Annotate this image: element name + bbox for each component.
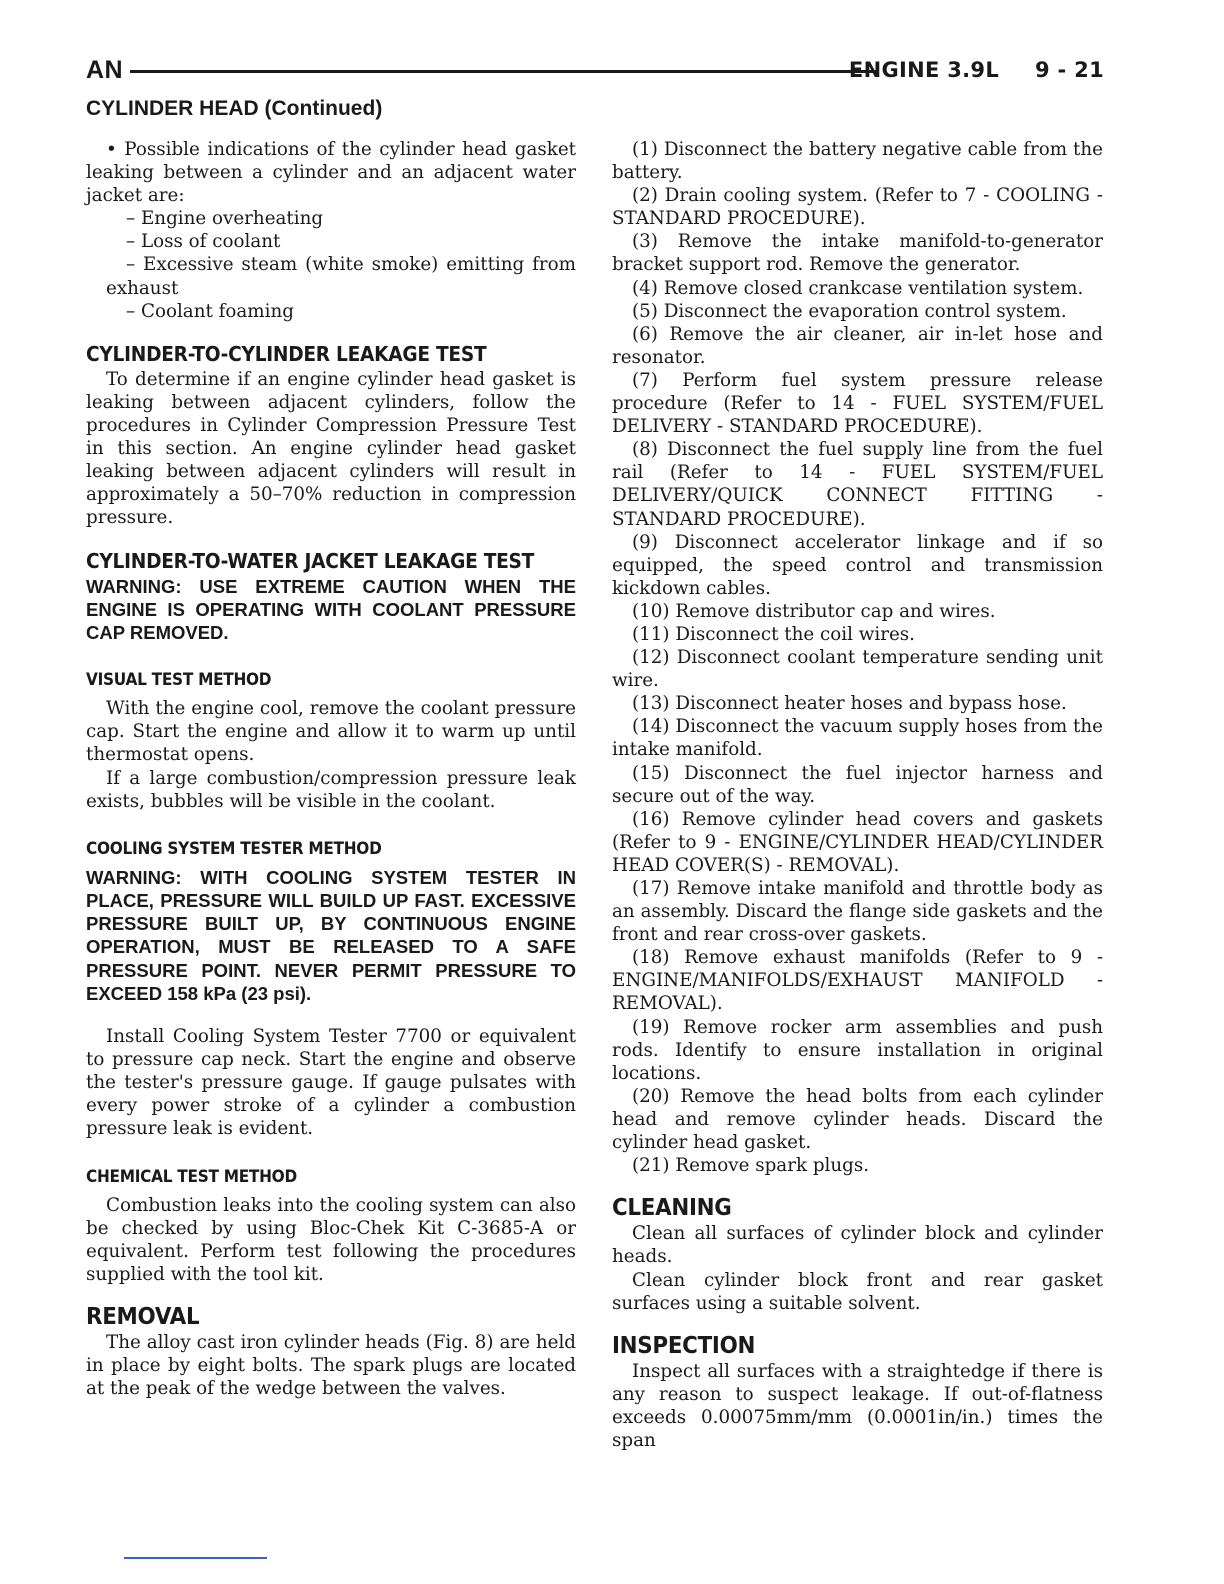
list-item: – Engine overheating bbox=[126, 208, 324, 230]
cooling-tester-body: Install Cooling System Tester 7700 or equivalent to pressure cap neck. Start the engine and observe the tester's pressure gauge. If gauge pulsates with every power stroke of a cylinder a combustion pressure leak is evident. bbox=[86, 1026, 576, 1140]
inspection-body: Inspect all surfaces with a straightedge if there is any reason to suspect leakage. If out-of-flatness exceeds 0.00075mm/mm (0.0001in/in.) times the span bbox=[612, 1360, 1103, 1452]
step-item: (20) Remove the head bolts from each cylinder head and remove cylinder heads. Discard the cylinder head gasket. bbox=[612, 1085, 1103, 1154]
step-item: (14) Disconnect the vacuum supply hoses from the intake manifold. bbox=[612, 716, 1103, 761]
left-column bbox=[86, 138, 576, 1400]
step-item: (17) Remove intake manifold and throttle body as an assembly. Discard the flange side gaskets and the front and rear cross-over gaskets. bbox=[612, 878, 1103, 946]
step-item: (5) Disconnect the evaporation control system. bbox=[632, 300, 1067, 322]
header-model-code: AN bbox=[86, 56, 124, 84]
right-column bbox=[612, 138, 1103, 1452]
chemical-test-body: Combustion leaks into the cooling system can also be checked by using Bloc-Chek Kit C-3685-A or equivalent. Perform test following the procedures supplied with the tool kit. bbox=[86, 1194, 576, 1285]
coolant-cap-warning: WARNING: USE EXTREME CAUTION WHEN THE ENGINE IS OPERATING WITH COOLANT PRESSURE CAP REMOVED. bbox=[86, 575, 576, 643]
step-item: (21) Remove spark plugs. bbox=[632, 1155, 870, 1177]
cyl-to-cyl-heading: CYLINDER-TO-CYLINDER LEAKAGE TEST bbox=[86, 341, 487, 366]
cleaning-heading: CLEANING bbox=[612, 1195, 732, 1222]
step-item: (10) Remove distributor cap and wires. bbox=[632, 600, 996, 622]
symptom-list bbox=[86, 207, 576, 322]
visual-test-heading: VISUAL TEST METHOD bbox=[86, 670, 272, 690]
step-item: (16) Remove cylinder head covers and gaskets (Refer to 9 - ENGINE/CYLINDER HEAD/CYLINDER HEAD COVER(S) - REMOVAL). bbox=[612, 808, 1103, 876]
cyl-to-water-heading: CYLINDER-TO-WATER JACKET LEAKAGE TEST bbox=[86, 548, 535, 573]
step-item: (11) Disconnect the coil wires. bbox=[632, 623, 915, 645]
visual-test-p2: If a large combustion/compression pressure leak exists, bubbles will be visible in the coolant. bbox=[86, 767, 576, 812]
section-continued-title: CYLINDER HEAD (Continued) bbox=[86, 97, 383, 120]
cleaning-p2: Clean cylinder block front and rear gasket surfaces using a suitable solvent. bbox=[612, 1269, 1103, 1314]
inspection-heading: INSPECTION bbox=[612, 1332, 756, 1359]
list-item: – Excessive steam (white smoke) emitting from exhaust bbox=[106, 254, 576, 299]
removal-steps bbox=[612, 138, 1103, 1177]
intro-bullet: • Possible indications of the cylinder head gasket leaking between a cylinder and an adjacent water jacket are: bbox=[86, 139, 576, 207]
step-item: (15) Disconnect the fuel injector harness and secure out of the way. bbox=[612, 762, 1103, 807]
footer-rule bbox=[124, 1557, 267, 1559]
running-header bbox=[849, 58, 1104, 82]
step-item: (7) Perform fuel system pressure release procedure (Refer to 14 - FUEL SYSTEM/FUEL DELIVERY - STANDARD PROCEDURE). bbox=[612, 369, 1103, 438]
page-number: 9 - 21 bbox=[1035, 58, 1104, 82]
step-item: (2) Drain cooling system. (Refer to 7 - COOLING - STANDARD PROCEDURE). bbox=[612, 185, 1103, 230]
list-item: – Coolant foaming bbox=[126, 300, 294, 322]
header-rule bbox=[130, 70, 878, 73]
step-item: (8) Disconnect the fuel supply line from the fuel rail (Refer to 14 - FUEL SYSTEM/FUEL DELIVERY/QUICK CONNECT FITTING - STANDARD PROCEDURE). bbox=[612, 439, 1103, 530]
step-item: (9) Disconnect accelerator linkage and if so equipped, the speed control and transmission kickdown cables. bbox=[612, 531, 1103, 599]
cooling-tester-heading: COOLING SYSTEM TESTER METHOD bbox=[86, 838, 382, 858]
header-title: ENGINE 3.9L bbox=[848, 58, 1000, 82]
list-item: – Loss of coolant bbox=[126, 231, 281, 253]
cleaning-p1: Clean all surfaces of cylinder block and cylinder heads. bbox=[612, 1223, 1103, 1268]
removal-body: The alloy cast iron cylinder heads (Fig. 8) are held in place by eight bolts. The spark plugs are located at the peak of the wedge between the valves. bbox=[86, 1332, 576, 1400]
step-item: (6) Remove the air cleaner, air in-let hose and resonator. bbox=[612, 323, 1103, 368]
removal-heading: REMOVAL bbox=[86, 1304, 200, 1331]
step-item: (3) Remove the intake manifold-to-generator bracket support rod. Remove the generator. bbox=[612, 231, 1103, 276]
step-item: (18) Remove exhaust manifolds (Refer to 9 - ENGINE/MANIFOLDS/EXHAUST MANIFOLD - REMOVAL). bbox=[612, 947, 1103, 1015]
cooling-tester-warning: WARNING: WITH COOLING SYSTEM TESTER IN PLACE, PRESSURE WILL BUILD UP FAST. EXCESSIVE PRESSURE BUILT UP, BY CONTINUOUS ENGINE OPERATION, MUST BE RELEASED TO A SAFE PRESSURE POINT. NEVER PERMIT PRESSURE TO EXCEED 158 kPa (23 psi). bbox=[86, 866, 576, 1004]
step-item: (13) Disconnect heater hoses and bypass hose. bbox=[632, 693, 1067, 715]
chemical-test-heading: CHEMICAL TEST METHOD bbox=[86, 1166, 297, 1186]
visual-test-p1: With the engine cool, remove the coolant pressure cap. Start the engine and allow it to warm up until thermostat opens. bbox=[86, 698, 576, 766]
step-item: (12) Disconnect coolant temperature sending unit wire. bbox=[612, 647, 1103, 692]
cyl-to-cyl-body: To determine if an engine cylinder head gasket is leaking between adjacent cylinders, follow the procedures in Cylinder Compression Pressure Test in this section. An engine cylinder head gasket leaking between adjacent cylinders will result in approximately a 50–70% reduction in compression pressure. bbox=[86, 368, 576, 529]
step-item: (19) Remove rocker arm assemblies and push rods. Identify to ensure installation in original locations. bbox=[612, 1016, 1103, 1084]
step-item: (4) Remove closed crankcase ventilation system. bbox=[632, 277, 1084, 299]
step-item: (1) Disconnect the battery negative cable from the battery. bbox=[612, 139, 1103, 184]
